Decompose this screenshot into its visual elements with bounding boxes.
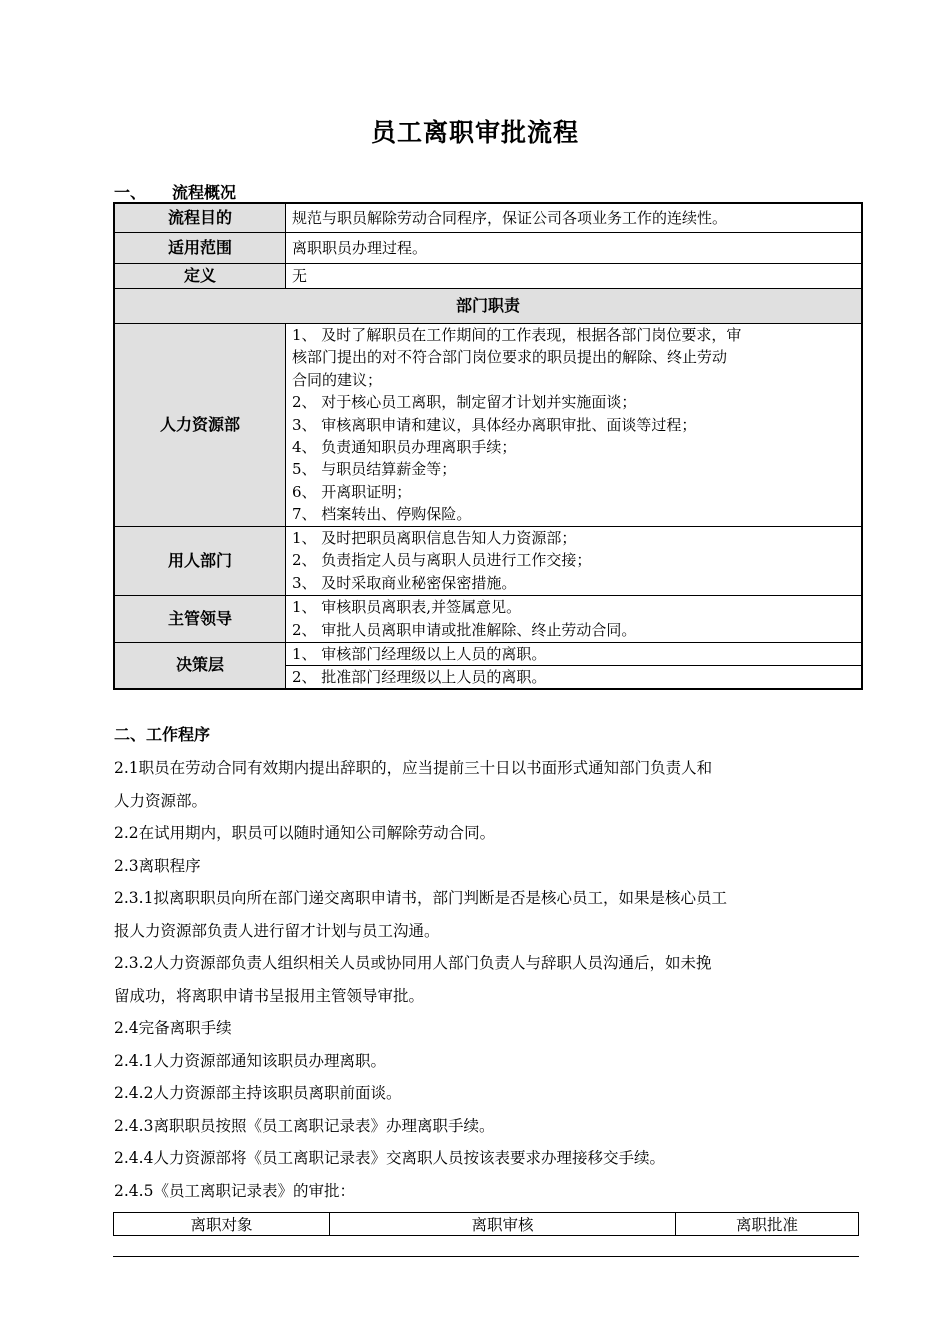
- purpose-value: 规范与职员解除劳动合同程序，保证公司各项业务工作的连续性。: [286, 203, 863, 233]
- purpose-label: 流程目的: [114, 203, 286, 233]
- paragraph-line: 2.3.1拟离职职员向所在部门递交离职申请书，部门判断是否是核心员工，如果是核心员工: [114, 889, 727, 907]
- manager-row: [114, 595, 862, 642]
- hr-duty-line: 合同的建议；: [292, 370, 383, 389]
- section-2-heading: 二、工作程序: [114, 725, 211, 744]
- definition-row: [114, 264, 862, 289]
- manager-duty-line: 2、 审批人员离职申请或批准解除、终止劳动合同。: [292, 620, 637, 639]
- hr-duty-line: 1、 及时了解职员在工作期间的工作表现，根据各部门岗位要求，审: [292, 326, 742, 344]
- approval-col-approve: 离职批准: [676, 1213, 859, 1236]
- purpose-row: [114, 203, 862, 233]
- definition-label: 定义: [114, 264, 286, 289]
- section-1-number: 一、: [114, 183, 147, 202]
- hr-duty-line: 核部门提出的对不符合部门岗位要求的职员提出的解除、终止劳动: [292, 348, 728, 367]
- paragraph-line: 2.3离职程序: [114, 856, 201, 875]
- scope-label: 适用范围: [114, 233, 286, 264]
- footer-rule: [113, 1256, 859, 1257]
- approval-col-target: 离职对象: [114, 1213, 330, 1236]
- overview-table: [113, 202, 863, 690]
- user-dept-label: 用人部门: [114, 526, 286, 595]
- hr-duty-line: 4、 负责通知职员办理离职手续；: [292, 438, 517, 457]
- user-dept-duty-line: 1、 及时把职员离职信息告知人力资源部；: [292, 529, 577, 548]
- paragraph-line: 2.4完备离职手续: [114, 1019, 232, 1037]
- approval-table: [113, 1212, 859, 1236]
- paragraph-line: 2.3.2人力资源部负责人组织相关人员或协同用人部门负责人与辞职人员沟通后，如未挽: [114, 954, 712, 972]
- user-dept-duties: [286, 526, 863, 595]
- document-title: 员工离职审批流程: [370, 118, 579, 147]
- section-1-heading: [114, 180, 236, 203]
- paragraph-line: 2.1职员在劳动合同有效期内提出辞职的，应当提前三十日以书面形式通知部门负责人和: [114, 759, 713, 777]
- hr-duty-line: 3、 审核离职申请和建议，具体经办离职审批、面谈等过程；: [292, 415, 697, 434]
- dept-header-row: [114, 289, 862, 324]
- scope-value: 离职职员办理过程。: [286, 233, 863, 264]
- hr-duty-line: 6、 开离职证明；: [292, 482, 412, 501]
- decision-row-1: [114, 642, 862, 665]
- user-dept-duty-line: 3、 及时采取商业秘密保密措施。: [292, 573, 517, 592]
- manager-label: 主管领导: [114, 595, 286, 642]
- paragraph-line: 留成功，将离职申请书呈报用主管领导审批。: [114, 986, 425, 1005]
- hr-duties: [286, 324, 863, 527]
- manager-duty-line: 1、 审核职员离职表,并签属意见。: [292, 598, 522, 617]
- approval-header-row: [114, 1213, 859, 1236]
- paragraph-line: 2.4.3离职职员按照《员工离职记录表》办理离职手续。: [114, 1116, 495, 1135]
- decision-label: 决策层: [114, 642, 286, 689]
- paragraph-line: 报人力资源部负责人进行留才计划与员工沟通。: [114, 921, 440, 940]
- hr-duty-line: 7、 档案转出、停购保险。: [292, 505, 472, 524]
- dept-duties-header: 部门职责: [114, 289, 862, 324]
- user-dept-row: [114, 526, 862, 595]
- paragraph-line: 2.4.2人力资源部主持该职员离职前面谈。: [114, 1084, 402, 1102]
- paragraph-line: 2.4.4人力资源部将《员工离职记录表》交离职人员按该表要求办理接移交手续。: [114, 1149, 665, 1167]
- manager-duties: [286, 595, 863, 642]
- user-dept-duty-line: 2、 负责指定人员与离职人员进行工作交接；: [292, 551, 592, 570]
- definition-value: 无: [286, 264, 863, 289]
- hr-label: 人力资源部: [114, 324, 286, 527]
- decision-duty-line: 2、 批准部门经理级以上人员的离职。: [286, 665, 863, 689]
- decision-duty-line: 1、 审核部门经理级以上人员的离职。: [286, 642, 863, 665]
- paragraph-line: 人力资源部。: [114, 791, 208, 810]
- paragraph-line: 2.4.1人力资源部通知该职员办理离职。: [114, 1051, 386, 1070]
- section-1-label: 流程概况: [172, 183, 237, 202]
- paragraph-line: 2.4.5《员工离职记录表》的审批：: [114, 1181, 355, 1200]
- hr-row: [114, 324, 862, 527]
- scope-row: [114, 233, 862, 264]
- paragraph-line: 2.2在试用期内，职员可以随时通知公司解除劳动合同。: [114, 824, 496, 842]
- approval-col-review: 离职审核: [330, 1213, 676, 1236]
- hr-duty-line: 2、 对于核心员工离职，制定留才计划并实施面谈；: [292, 393, 637, 412]
- hr-duty-line: 5、 与职员结算薪金等；: [292, 460, 457, 479]
- procedure-text: [114, 752, 864, 1207]
